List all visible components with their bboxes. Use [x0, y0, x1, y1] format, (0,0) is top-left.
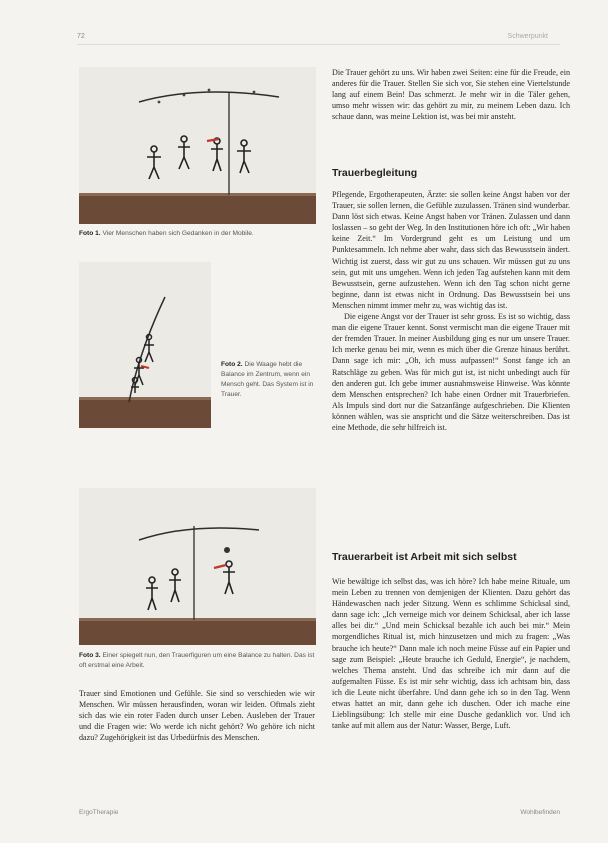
photo-3	[79, 488, 316, 645]
caption-3-label: Foto 3.	[79, 652, 101, 659]
section-label: Schwerpunkt	[507, 33, 548, 40]
mobile-photo-1	[79, 67, 316, 224]
photo-2	[79, 262, 211, 428]
photo-1	[79, 67, 316, 224]
mobile-photo-3	[79, 488, 316, 645]
section-1-body	[332, 189, 570, 433]
heading-trauerbegleitung: Trauerbegleitung	[332, 167, 418, 179]
intro-paragraph: Die Trauer gehört zu uns. Wir haben zwei Seiten: eine für die Freude, ein anderes für die Trauer. Stellen Sie sich vor, Sie stehen eine Viertelstunde lang auf einem Bein! Das schmerzt. Je mehr wir in die Täler gehen, umso mehr wissen wir: das gehört zu mir, zu meinem Leben dazu. Ich schaue dann, was meine Lektion ist, was bei mir ansteht.	[332, 68, 570, 122]
section-1-paragraph-1: Pflegende, Ergotherapeuten, Ärzte: sie sollen keine Angst haben vor der Trauer, sie sollen lernen, die Gefühle zuzulassen. Tränen sind wunderbar. Dann löst sich etwas. Keine Angst haben vor Tränen. Zulassen und dann loslassen – so geht der Weg. In den Institutionen höre ich oft: „Wir haben keine Zeit.“ Im Vordergrund geht es um Leistung und um Punktesammeln. Ich nehme aber wahr, dass sich das Bewusstsein ändert. Wichtig ist zuerst, dass wir gut zu uns schauen. Wir müssen gut zu uns sein, gut mit uns umgehen. Wenn ich jeden Tag aufstehen kann mit dem Bewusstsein, gerne aufzustehen. Wenn ich den Tag schon nicht gerne beginne, dann ist etwas nicht in Ordnung. Das Bewusstsein bei uns Menschen nimmt immer mehr zu, was wichtig das ist.	[332, 190, 570, 310]
caption-3	[79, 651, 319, 671]
left-column	[79, 688, 315, 743]
caption-1	[79, 229, 319, 239]
caption-2-label: Foto 2.	[221, 361, 243, 368]
section-2-body	[332, 576, 570, 731]
page-number: 72	[77, 33, 85, 40]
footer-right: Wohlbefinden	[520, 809, 560, 816]
caption-3-text: Einer spiegelt nun, den Trauerfiguren um eine Balance zu halten. Das ist oft erstmal eine Arbeit.	[79, 652, 315, 669]
heading-trauerarbeit: Trauerarbeit ist Arbeit mit sich selbst	[332, 551, 517, 563]
footer-left: ErgoTherapie	[79, 809, 119, 816]
section-2-paragraph-1: Wie bewältige ich selbst das, was ich höre? Ich habe meine Rituale, um mein Leben zu trennen von demjenigen der Klienten. Dazu gehört das Händewaschen nach jeder Sitzung. Wenn es schlimme Schicksal sind, dann sage ich: „Ich verneige mich vor deinem Schicksal, aber ich lasse alles bei dir.“ „Und mein Schicksal bezahle ich auch bei mir.“ Mein morgendliches Ritual ist, mich hinzusetzen und mich zu fragen: „Was brauche ich heute?“ Dann male ich noch meine Füsse auf ein Papier und sage zum Beispiel: „Heute brauche ich Geduld, Energie“, je nachdem, welches Thema ansteht. Und das schreibe ich mir dann auf die aufgemalten Füsse. Es ist mir sehr wichtig, dass ich achtsam bin, dass ich die Leute nicht überfahre. Und dann gehe ich so in den Tag. Wenn etwas hattet an mir, dann gehe ich duschen. Oder ich mache eine Lieblingsübung: Ich stelle mir eine Dusche gedanklich vor. Und ich tanke auf mit allem aus der Natur: Wasser, Berge, Luft.	[332, 577, 570, 731]
caption-2-text: Die Waage hebt die Balance im Zentrum, wenn ein Mensch geht. Das System ist in Trauer.	[221, 361, 314, 398]
caption-1-text: Vier Menschen haben sich Gedanken in der Mobile.	[102, 230, 254, 237]
section-1-paragraph-2: Die eigene Angst vor der Trauer ist sehr gross. Es ist so wichtig, dass man die eigene Trauer kennt. Sonst vermischt man die eigene Trauer mit der fremden Trauer. In meiner Ausbildung ging es nur um unsere Trauer. Ich merke genau bei mir, wenn es mich über die Grenze hinaus berührt. Dann sage ich mir: „Oh, ich muss aufpassen!“ Sonst fange ich an Ratschläge zu geben. Was für mich gut ist, ist nicht unbedingt auch für den anderen gut. Ich gebe immer ausnahmsweise Hinweise. Was könnte dem Menschen entsprechen? Ich habe einen Ordner mit Trauerbriefen. Als Impuls sind dort nur die Satzanfänge aufgeschrieben. Die Klienten können wählen, was sie anspricht und die Sätze weiterschreiben. Das ist eine Methode, die sehr hilfreich ist.	[332, 312, 570, 432]
header-rule	[77, 44, 560, 45]
right-intro	[332, 67, 570, 122]
caption-2	[221, 360, 317, 400]
left-paragraph: Trauer sind Emotionen und Gefühle. Sie sind so verschieden wie wir Menschen. Wir müssen herausfinden, woran wir leiden. Oftmals zieht sich das wie ein roter Faden durch unser Leben. Ausleben der Trauer und die Fragen wie: Wo werde ich nicht gehört? Wo gehöre ich nicht dazu? Zugehörigkeit ist das Urbedürfnis des Menschen.	[79, 689, 315, 743]
mobile-photo-2	[79, 262, 211, 428]
caption-1-label: Foto 1.	[79, 230, 101, 237]
